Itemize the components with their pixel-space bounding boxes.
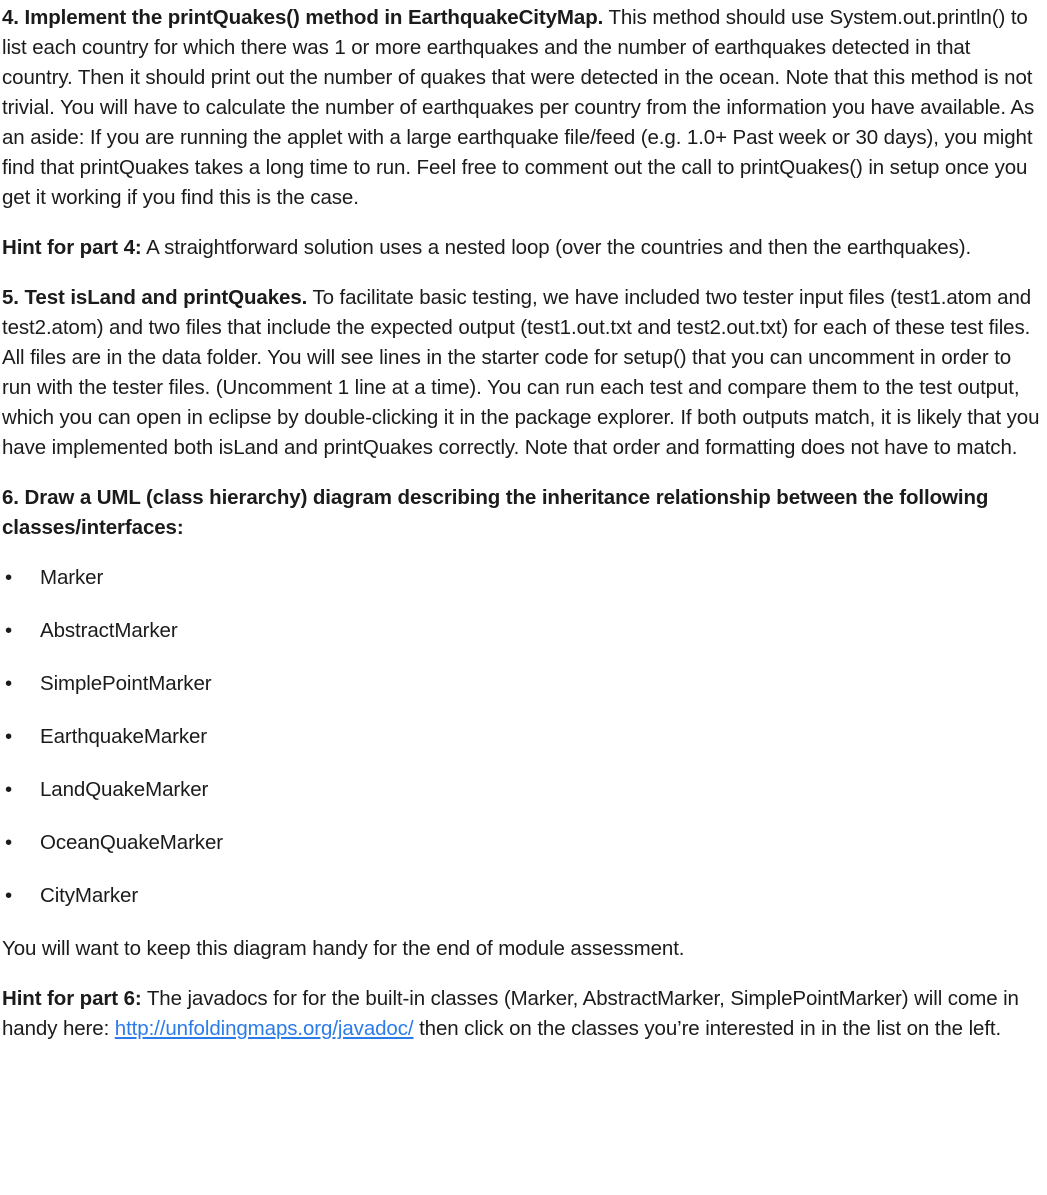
task-4-body: This method should use System.out.println() to list each country for which there was 1 or more earthquakes and the number of earthquakes detected in that country. Then it should print out the number of quakes that were detected in the ocean. Note that this method is not trivial. You will have to calculate the number of earthquakes per country from the information you have available. As an aside: If you are running the applet with a large earthquake file/feed (e.g. 1.0+ Past week or 30 days), you might find that printQuakes takes a long time to run. Feel free to comment out the call to printQuakes() in setup once you get it working if you find this is the case. bbox=[2, 6, 1035, 209]
bullet-icon: • bbox=[5, 725, 13, 748]
keep-diagram-paragraph: You will want to keep this diagram handy for the end of module assessment. bbox=[2, 937, 685, 960]
bullet-icon: • bbox=[5, 831, 13, 854]
class-hierarchy-list bbox=[2, 563, 1045, 911]
list-item bbox=[2, 722, 1045, 752]
class-name-label: LandQuakeMarker bbox=[40, 778, 209, 801]
list-item bbox=[2, 881, 1045, 911]
bullet-icon: • bbox=[5, 566, 13, 589]
class-name-label: AbstractMarker bbox=[40, 619, 178, 642]
class-name-label: OceanQuakeMarker bbox=[40, 831, 223, 854]
class-name-label: EarthquakeMarker bbox=[40, 725, 208, 748]
list-item bbox=[2, 563, 1045, 593]
task-5-heading-lead: 5. Test isLand and printQuakes. bbox=[2, 286, 308, 309]
bullet-icon: • bbox=[5, 672, 13, 695]
hint-part-6-paragraph bbox=[2, 984, 1045, 1044]
bullet-icon: • bbox=[5, 884, 13, 907]
class-name-label: CityMarker bbox=[40, 884, 139, 907]
bullet-icon: • bbox=[5, 778, 13, 801]
bullet-icon: • bbox=[5, 619, 13, 642]
list-item bbox=[2, 828, 1045, 858]
task-5-body: To facilitate basic testing, we have included two tester input files (test1.atom and test2.atom) and two files that include the expected output (test1.out.txt and test2.out.txt) for each of these test files. All files are in the data folder. You will see lines in the starter code for setup() that you can uncomment in order to run with the tester files. (Uncomment 1 line at a time). You can run each test and compare them to the test output, which you can open in eclipse by double-clicking it in the package explorer. If both outputs match, it is likely that you have implemented both isLand and printQuakes correctly. Note that order and formatting does not have to match. bbox=[2, 286, 1040, 459]
hint-part-4-lead: Hint for part 4: bbox=[2, 236, 142, 259]
hint-part-6-lead: Hint for part 6: bbox=[2, 987, 142, 1010]
hint-part-4-paragraph bbox=[2, 233, 1045, 263]
document-page bbox=[0, 3, 1047, 1044]
task-4-heading-lead: 4. Implement the printQuakes() method in EarthquakeCityMap. bbox=[2, 6, 604, 29]
task-5-paragraph bbox=[2, 283, 1045, 463]
hint-part-6-before-link: The javadocs for for the built-in classes (Marker, AbstractMarker, SimplePointMarker) will come in handy here: bbox=[2, 987, 1019, 1040]
class-name-label: Marker bbox=[40, 566, 104, 589]
javadoc-link[interactable]: http://unfoldingmaps.org/javadoc/ bbox=[114, 1017, 414, 1040]
list-item bbox=[2, 616, 1045, 646]
task-6-heading: 6. Draw a UML (class hierarchy) diagram describing the inheritance relationship between the following classes/interfaces: bbox=[2, 486, 989, 539]
list-item bbox=[2, 775, 1045, 805]
hint-part-4-body: A straightforward solution uses a nested loop (over the countries and then the earthquakes). bbox=[141, 236, 972, 259]
list-item bbox=[2, 669, 1045, 699]
class-name-label: SimplePointMarker bbox=[40, 672, 212, 695]
hint-part-6-after-link: then click on the classes you’re interested in in the list on the left. bbox=[413, 1017, 1002, 1040]
task-4-paragraph bbox=[2, 3, 1045, 213]
